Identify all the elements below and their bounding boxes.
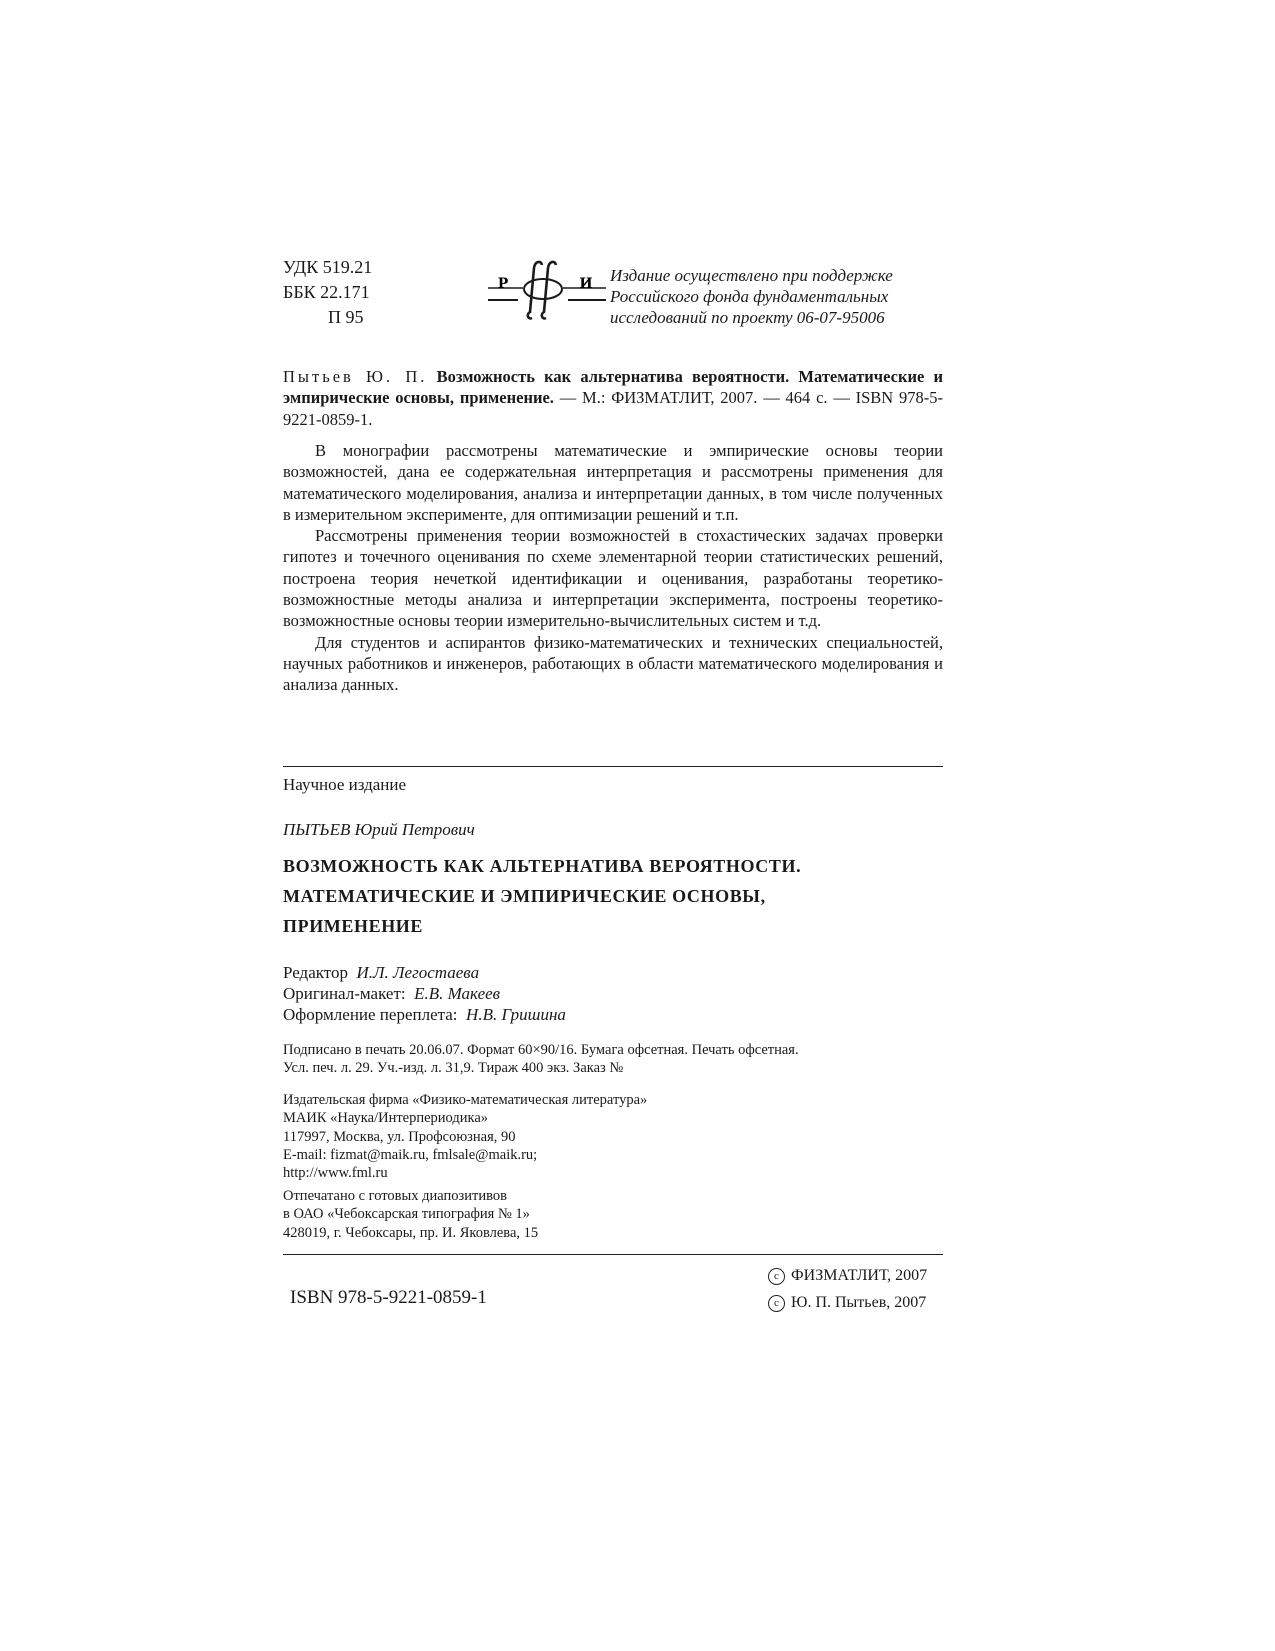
copyright-icon: c	[768, 1295, 785, 1312]
publisher-email: E-mail: fizmat@maik.ru, fmlsale@maik.ru;	[283, 1146, 538, 1163]
abstract-paragraph: В монографии рассмотрены математические и эмпирические основы теории возможностей, дана ее содержательная интерпретация и рассмотрены применения для математического моделирования, анализа и интерпретации данных, в том числе полученных в измерительном эксперименте, для оптимизации решений и т.п.	[283, 441, 943, 524]
support-line: исследований по проекту 06-07-95006	[610, 308, 885, 327]
author-full-name: ПЫТЬЕВ Юрий Петрович	[283, 820, 475, 839]
printer-info	[283, 1187, 538, 1242]
citation-rest: — М.: ФИЗМАТЛИТ, 2007. — 464 с. — ISBN 978-5-9221-0859-1.	[283, 388, 944, 429]
credit-layout: Оригинал-макет: Е.В. Макеев	[283, 984, 501, 1003]
copyright-line: c ФИЗМАТЛИТ, 2007	[768, 1262, 927, 1289]
print-info-line: Подписано в печать 20.06.07. Формат 60×90/16. Бумага офсетная. Печать офсетная.	[283, 1042, 799, 1058]
divider	[283, 766, 943, 767]
abstract-paragraph: Рассмотрены применения теории возможностей в стохастических задачах проверки гипотез и точечного оценивания по схеме элементарной теории статистических решений, построена теория нечеткой идентификации и оценивания, разработаны теоретико-возможностные методы анализа и интерпретации эксперимента, построены теоретико-возможностные основы теории измерительно-вычислительных систем и т.д.	[283, 526, 943, 631]
divider	[283, 1254, 943, 1255]
book-title-line: МАТЕМАТИЧЕСКИЕ И ЭМПИРИЧЕСКИЕ ОСНОВЫ,	[283, 886, 766, 906]
publisher-line: 117997, Москва, ул. Профсоюзная, 90	[283, 1128, 516, 1145]
credit-cover: Оформление переплета: Н.В. Гришина	[283, 1005, 566, 1024]
bibliographic-citation	[283, 366, 943, 430]
udk-code: УДК 519.21	[283, 257, 373, 277]
copyright-line: c Ю. П. Пытьев, 2007	[768, 1289, 927, 1316]
credits	[283, 962, 566, 1025]
author-mark: П 95	[328, 307, 364, 327]
publisher-line: МАИК «Наука/Интерпериодика»	[283, 1110, 489, 1127]
isbn: ISBN 978-5-9221-0859-1	[290, 1287, 487, 1308]
citation-title: Возможность как альтернатива вероятности. Математические и эмпирические основы, применение.	[283, 367, 944, 408]
bbk-code: ББК 22.171	[283, 282, 370, 302]
rffi-logo-icon	[488, 258, 606, 324]
abstract-paragraph: Для студентов и аспирантов физико-математических и технических специальностей, научных работников и инженеров, работающих в области математического моделирования и анализа данных.	[283, 632, 943, 695]
logo-letter-i: И	[579, 276, 593, 292]
abstract	[283, 440, 943, 696]
printer-line: 428019, г. Чебоксары, пр. И. Яковлева, 15	[283, 1224, 539, 1241]
support-note	[610, 265, 893, 328]
credit-editor: Редактор И.Л. Легостаева	[283, 963, 480, 982]
logo-letter-r: Р	[497, 276, 509, 292]
publisher-info	[283, 1091, 647, 1182]
publisher-url: http://www.fml.ru	[283, 1165, 388, 1182]
publisher-line: Издательская фирма «Физико-математическая литература»	[283, 1092, 648, 1108]
support-line: Российского фонда фундаментальных	[610, 287, 889, 306]
print-info-line: Усл. печ. л. 29. Уч.-изд. л. 31,9. Тираж 400 экз. Заказ №	[283, 1060, 624, 1077]
support-line: Издание осуществлено при поддержке	[610, 266, 893, 285]
citation-author: Пытьев Ю. П.	[283, 367, 428, 386]
copyright-icon: c	[768, 1268, 785, 1285]
edition-type: Научное издание	[283, 775, 407, 794]
print-info	[283, 1041, 799, 1078]
book-title	[283, 851, 801, 941]
copyrights	[768, 1262, 927, 1316]
book-title-line: ПРИМЕНЕНИЕ	[283, 916, 424, 936]
printer-line: в ОАО «Чебоксарская типография № 1»	[283, 1206, 530, 1223]
classification-codes	[283, 255, 372, 330]
printer-line: Отпечатано с готовых диапозитивов	[283, 1188, 507, 1204]
book-title-line: ВОЗМОЖНОСТЬ КАК АЛЬТЕРНАТИВА ВЕРОЯТНОСТИ.	[283, 856, 802, 876]
